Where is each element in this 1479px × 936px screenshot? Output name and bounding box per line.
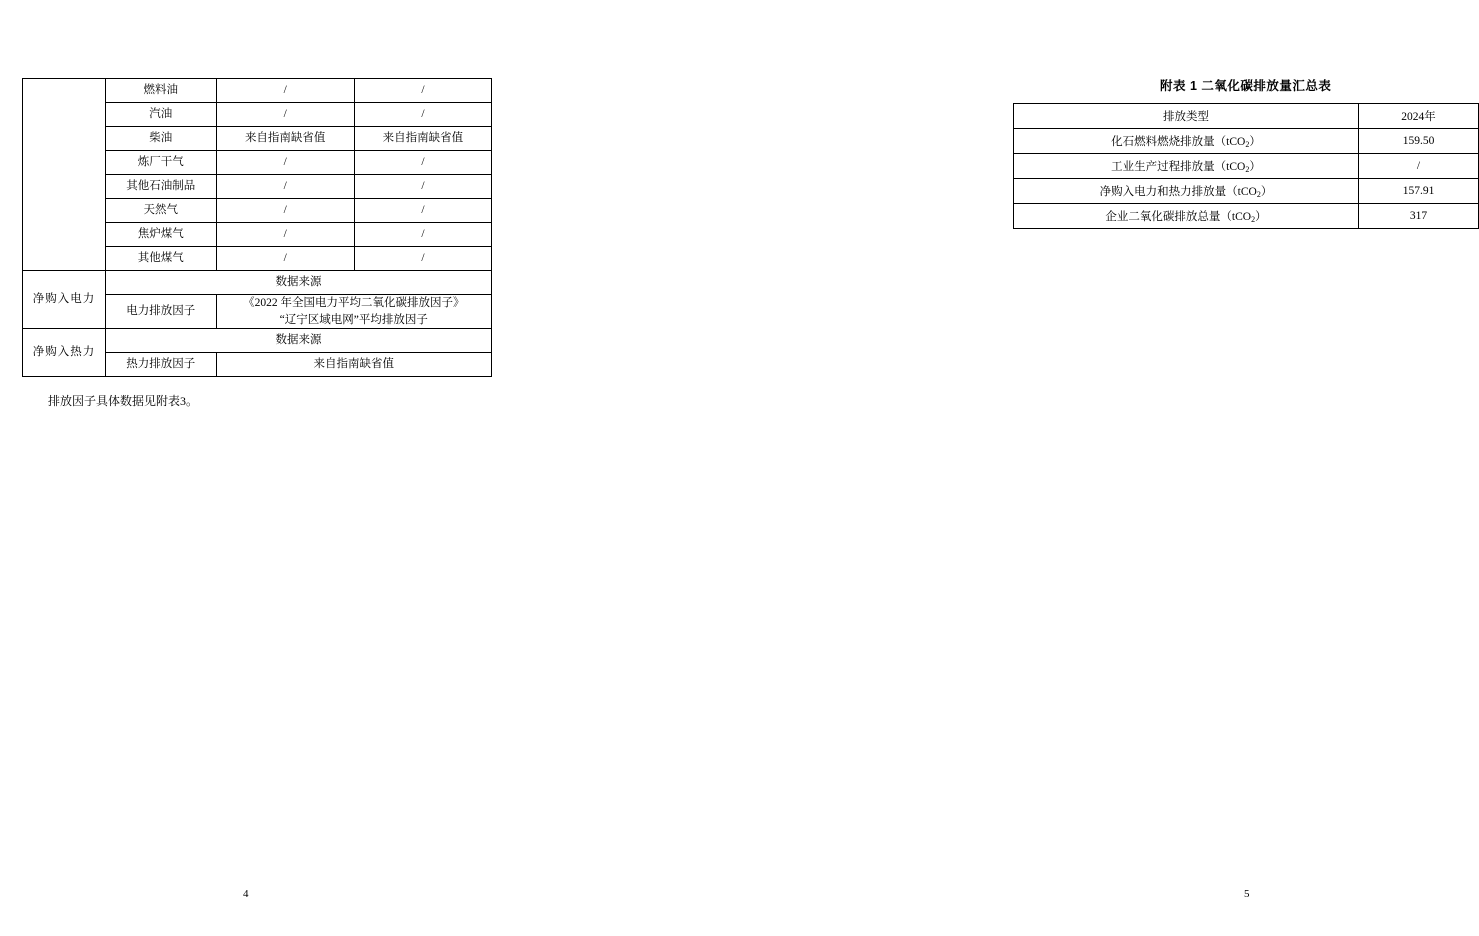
fuel-col3-cell: / [216, 175, 354, 199]
header-year: 2024年 [1359, 104, 1479, 129]
fuel-name-cell: 其他煤气 [105, 247, 216, 271]
fuel-col3-cell: / [216, 151, 354, 175]
emission-summary-table [1013, 103, 1479, 229]
fuel-col3-cell: / [216, 247, 354, 271]
electricity-source-header: 数据来源 [105, 271, 491, 295]
fuel-name-cell: 天然气 [105, 199, 216, 223]
electricity-factor-value [216, 295, 491, 329]
page-number-right: 5 [1244, 888, 1250, 900]
fuel-col4-cell: / [354, 151, 491, 175]
fuel-col3-cell: / [216, 223, 354, 247]
fuel-col4-cell: / [354, 199, 491, 223]
emission-type-text: 企业二氧化碳排放总量（tCO [1105, 211, 1252, 223]
emission-type-cell [1014, 179, 1359, 204]
co2-subscript: 2 [1256, 190, 1261, 199]
fuel-name-cell: 焦炉煤气 [105, 223, 216, 247]
fuel-col4-cell: / [354, 79, 491, 103]
emission-type-cell [1014, 154, 1359, 179]
electricity-factor-label: 电力排放因子 [105, 295, 216, 329]
co2-subscript: 2 [1245, 140, 1250, 149]
emission-type-tail: ） [1255, 211, 1267, 223]
emission-type-tail: ） [1249, 136, 1261, 148]
fuel-col4-cell: 来自指南缺省值 [354, 127, 491, 151]
heat-factor-value: 来自指南缺省值 [216, 353, 491, 377]
fuel-col4-cell: / [354, 247, 491, 271]
fuel-name-cell: 燃料油 [105, 79, 216, 103]
emission-factor-table-container [22, 78, 492, 377]
heat-source-header: 数据来源 [105, 329, 491, 353]
left-page [0, 0, 500, 936]
right-page [500, 0, 1436, 936]
table-row [23, 79, 492, 103]
fuel-col3-cell: / [216, 103, 354, 127]
fuel-name-cell: 其他石油制品 [105, 175, 216, 199]
fuel-name-cell: 炼厂干气 [105, 151, 216, 175]
electricity-group-label: 净购入电力 [23, 271, 106, 329]
co2-subscript: 2 [1251, 215, 1256, 224]
emission-value-cell: / [1359, 154, 1479, 179]
emission-factor-table [22, 78, 492, 377]
fuel-col4-cell: / [354, 175, 491, 199]
fuel-col3-cell: / [216, 79, 354, 103]
co2-subscript: 2 [1245, 165, 1250, 174]
heat-factor-label: 热力排放因子 [105, 353, 216, 377]
heat-group-label: 净购入热力 [23, 329, 106, 377]
emission-value-cell: 317 [1359, 204, 1479, 229]
electricity-factor-value-line2: “辽宁区域电网”平均排放因子 [279, 313, 428, 326]
fuel-col3-cell: / [216, 199, 354, 223]
emission-type-tail: ） [1260, 186, 1273, 198]
fuel-col3-cell: 来自指南缺省值 [216, 127, 354, 151]
header-emission-type: 排放类型 [1014, 104, 1359, 129]
table-row [1014, 154, 1479, 179]
fuel-col4-cell: / [354, 103, 491, 127]
emission-type-text: 化石燃料燃烧排放量（tCO [1111, 136, 1246, 148]
emission-type-text: 工业生产过程排放量（tCO [1111, 161, 1246, 173]
emission-type-cell [1014, 204, 1359, 229]
footnote-text: 排放因子具体数据见附表3。 [48, 394, 199, 408]
table-header-row [1014, 104, 1479, 129]
electricity-factor-value-line1: 《2022 年全国电力平均二氧化碳排放因子》 [243, 297, 465, 309]
emission-summary-table-container [1013, 103, 1478, 229]
emission-type-text: 净购入电力和热力排放量（tCO [1099, 186, 1257, 198]
fuel-col4-cell: / [354, 223, 491, 247]
table-row [23, 271, 492, 295]
appendix-table-title: 附表 1 二氧化碳排放量汇总表 [1160, 79, 1332, 93]
page-number-left: 4 [243, 888, 249, 900]
emission-type-cell [1014, 129, 1359, 154]
emission-value-cell: 157.91 [1359, 179, 1479, 204]
fuel-name-cell: 汽油 [105, 103, 216, 127]
table-body [1014, 104, 1479, 229]
table-row [1014, 204, 1479, 229]
table-body [23, 79, 492, 377]
emission-type-tail: ） [1249, 161, 1261, 173]
table-row [23, 329, 492, 353]
table-row [1014, 129, 1479, 154]
emission-value-cell: 159.50 [1359, 129, 1479, 154]
table-row [1014, 179, 1479, 204]
fuel-group-cell [23, 79, 106, 271]
fuel-name-cell: 柴油 [105, 127, 216, 151]
